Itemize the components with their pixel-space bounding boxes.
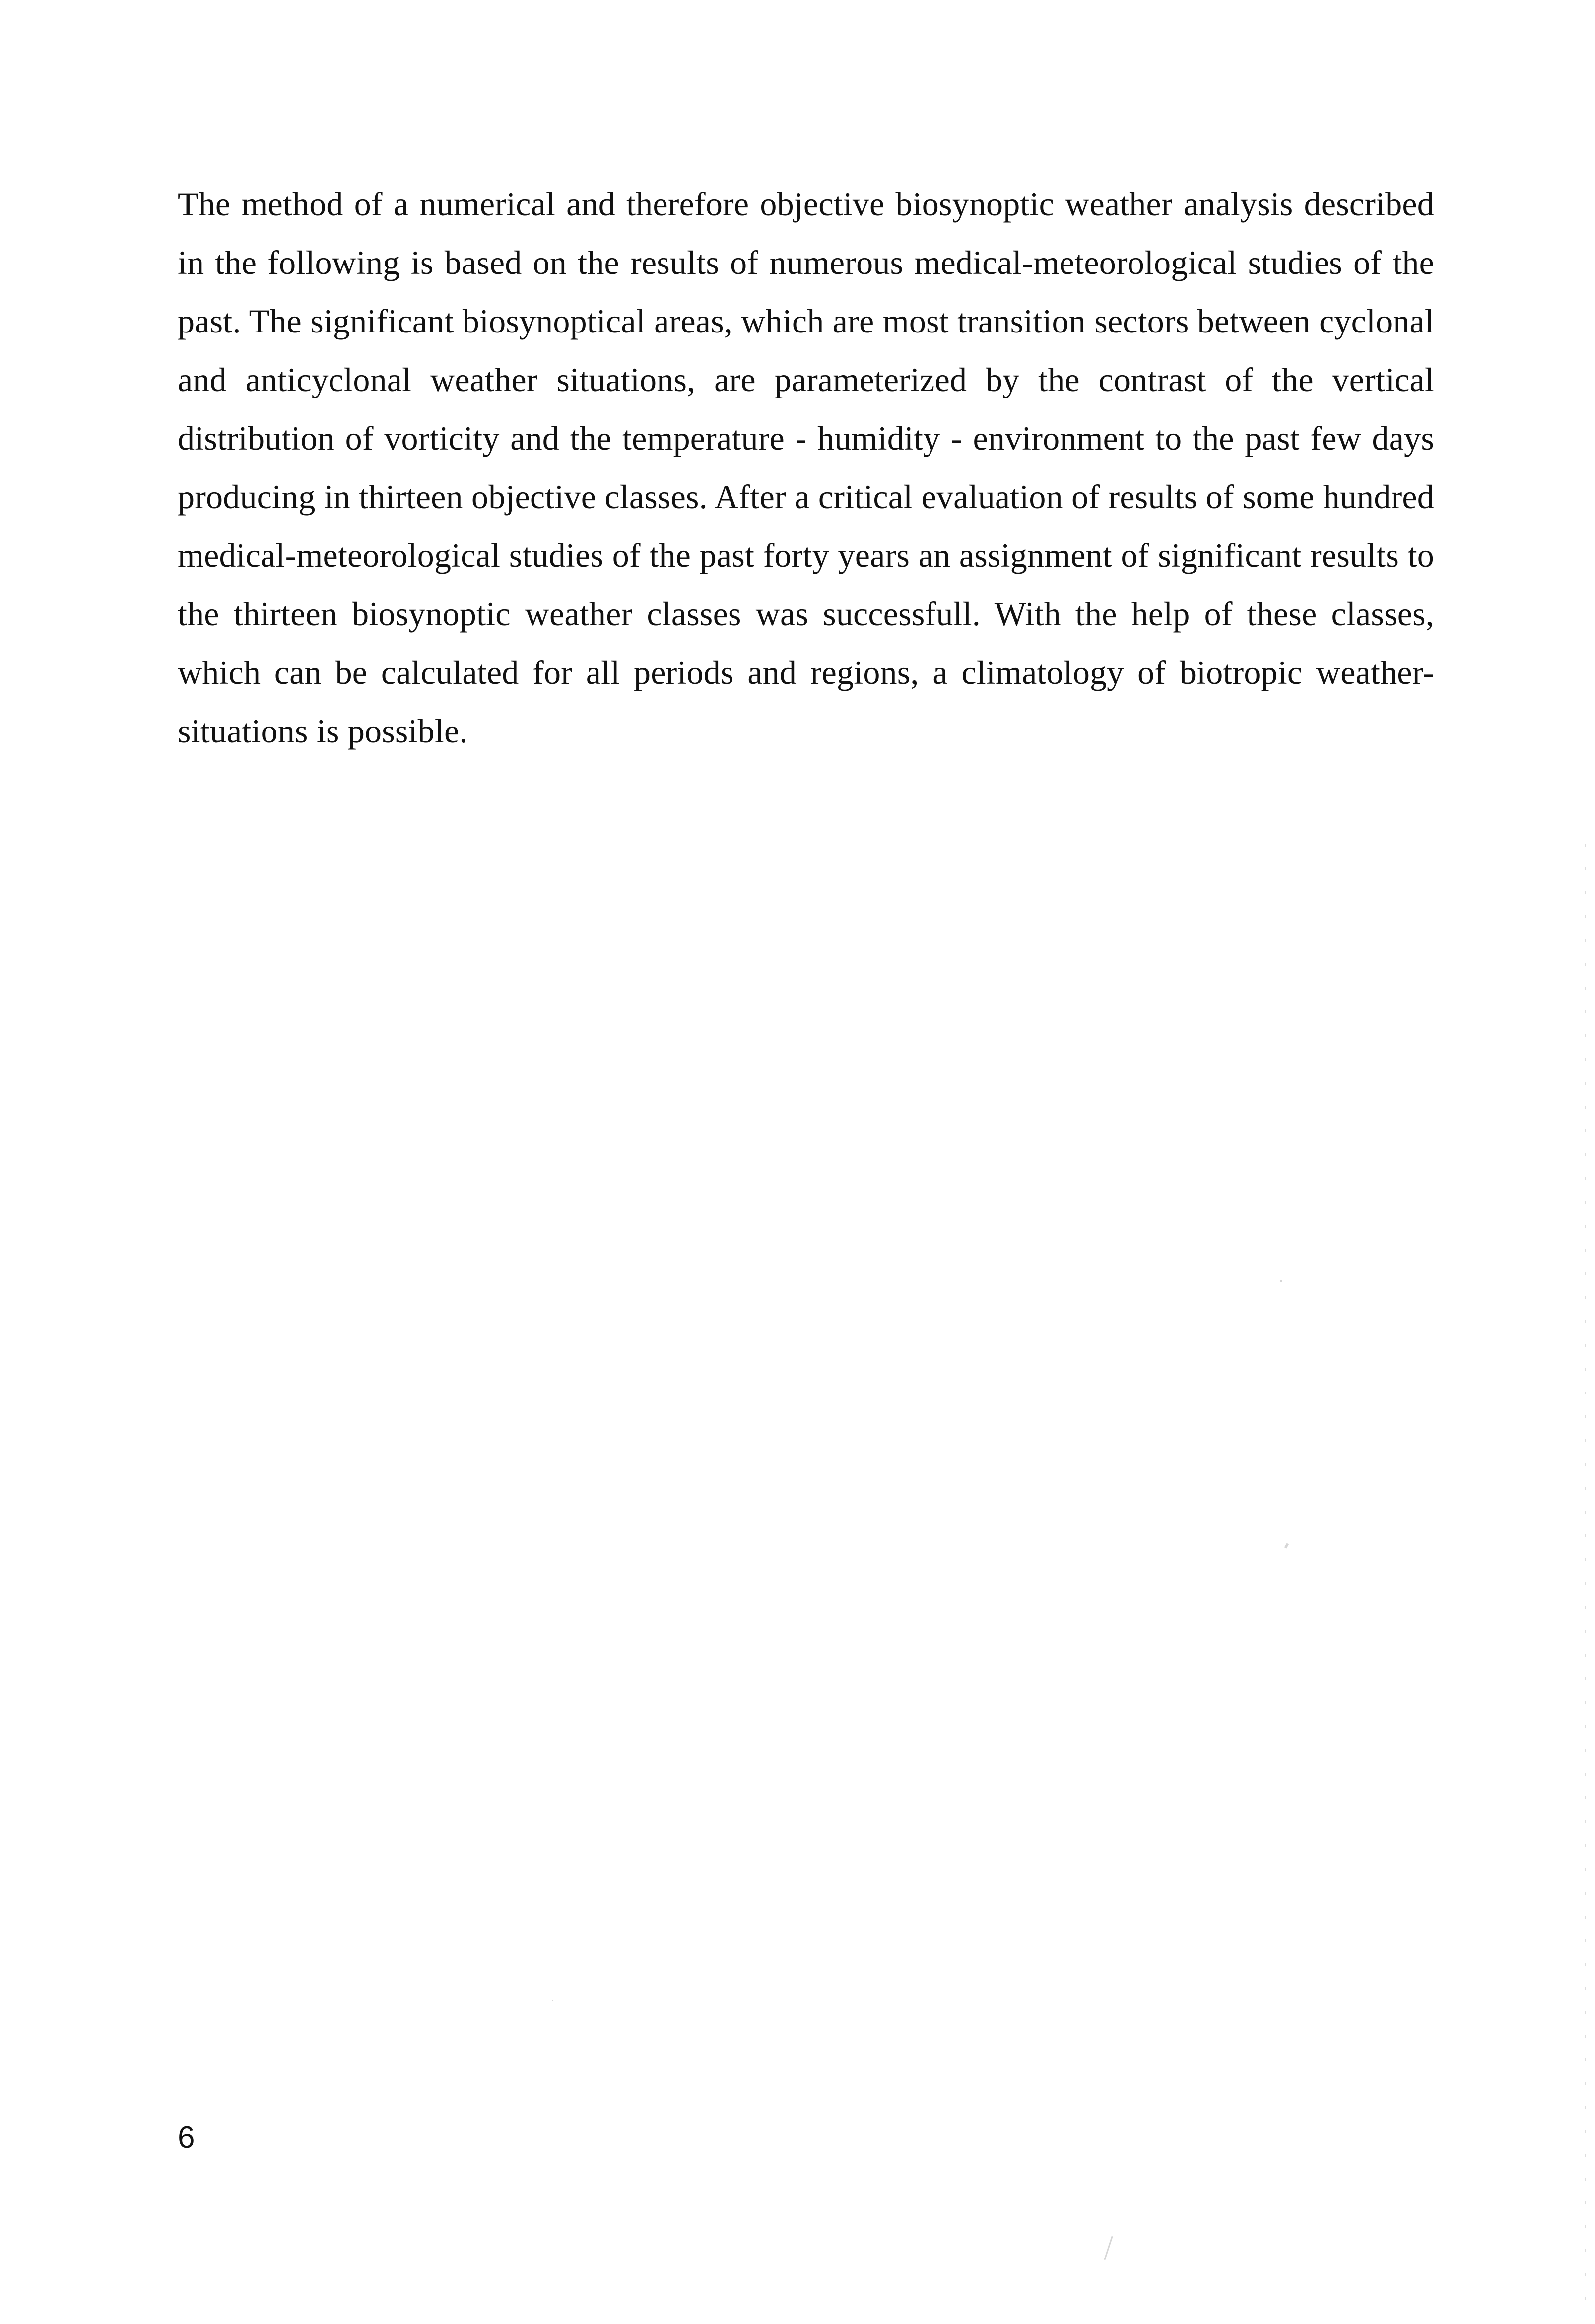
scan-speck xyxy=(1104,2236,1113,2260)
scan-speck xyxy=(552,2000,553,2001)
body-paragraph: The method of a numerical and therefore objective biosynoptic weather analysis described in the following is based on the results of numerous medical-meteorological studies of the past. The significant biosynoptical areas, which are most transition sectors between cyclonal and anticyclonal weather situations, are parameterized by the contrast of the vertical distribution of vorticity and the temperature - humidity - environment to the past few days producing in thirteen objective classes. After a critical evaluation of results of some hundred medical-meteorological studies of the past forty years an assignment of significant results to the thirteen biosynoptic weather classes was successfull. With the help of these classes, which can be calculated for all periods and regions, a climatology of biotropic weather-situations is possible. xyxy=(178,185,1434,750)
scan-edge-marks xyxy=(1585,844,1586,2313)
scan-speck xyxy=(1280,1280,1282,1282)
scan-speck xyxy=(1284,1543,1289,1548)
page-number: 6 xyxy=(178,2121,195,2155)
